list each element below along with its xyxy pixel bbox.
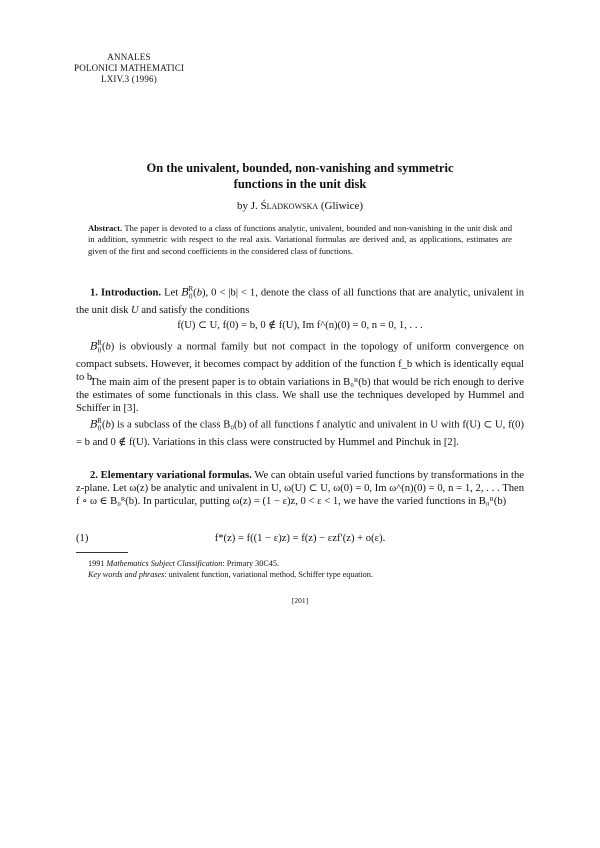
equation-1-formula: f*(z) = f((1 − ε)z) = f(z) − εzf′(z) + o(ε). <box>214 533 386 544</box>
class-symbol: B <box>90 340 98 353</box>
keywords-label: Key words and phrases <box>88 570 165 579</box>
section1-paragraph3: The main aim of the present paper is to obtain variations in B₀ᴿ(b) that would be rich enough to derive the estimates of some functionals in this class. We shall use the techniques developed by Hummel and Schiffer in [3]. <box>76 377 524 414</box>
section1-p2-text: is obviously a normal family but not compact in the topology of uniform convergence on compact subsets. However, it becomes compact by addition of the function f_b which is identically equal to b. <box>76 341 524 383</box>
section1-heading: 1. Introduction. <box>90 287 162 299</box>
section1-p1-a: Let <box>161 287 182 299</box>
journal-name-line2: POLONICI MATHEMATICI <box>74 63 185 73</box>
paper-title-line1: On the univalent, bounded, non-vanishing and symmetric <box>146 161 454 175</box>
journal-name-line1: ANNALES <box>107 52 151 62</box>
author-prefix: by J. <box>236 200 261 212</box>
section1-p1-c: and satisfy the conditions <box>138 304 250 316</box>
msc-label: Mathematics Subject Classification <box>106 559 223 568</box>
footnote-keywords <box>88 569 524 580</box>
paper-title-line2: functions in the unit disk <box>233 177 367 191</box>
section1-p1-b: , 0 < |b| < 1, denote the class of all functions that are analytic, univalent in the unit disk <box>76 287 524 316</box>
msc-value: : Primary 30C45. <box>222 559 280 568</box>
author-line <box>70 200 530 212</box>
equation-1 <box>76 533 524 544</box>
equation-number: (1) <box>76 533 89 544</box>
author-name: Śladkowska <box>260 200 319 212</box>
footnote-msc <box>88 558 524 569</box>
journal-header <box>74 52 184 85</box>
msc-year: 1991 <box>88 559 107 568</box>
footnote-rule <box>76 552 128 553</box>
class-symbol: B <box>90 418 98 431</box>
abstract-text: The paper is devoted to a class of functions analytic, univalent, bounded and non-vanishing in the unit disk and in addition, symmetric with respect to the real axis. Variational formulas are derived and, as applications, estimates are given of the first and second coefficients in the considered class of functions. <box>88 223 512 256</box>
keywords-value: : univalent function, variational method, Schiffer type equation. <box>164 570 373 579</box>
conditions-formula: f(U) ⊂ U, f(0) = b, 0 ∉ f(U), Im f^(n)(0) = 0, n = 0, 1, . . . <box>177 320 423 331</box>
section1-paragraph1: 1. Introduction. Let $B_0^R(b)$, 0 < |b| < 1, denote the class of all functions that are analytic, univalent in the unit disk U and satisfy the conditions <box>76 285 524 316</box>
class-symbol: B <box>181 286 189 299</box>
section2-heading: 2. Elementary variational formulas. <box>90 470 252 481</box>
page-number: [201] <box>291 596 309 605</box>
section1-paragraph4: $B_0^R(b)$ is a subclass of the class B₀(b) of all functions f analytic and univalent in U with f(U) ⊂ U, f(0) = b and 0 ∉ f(U). Variations in this class were constructed by Hummel and Pinchuk in [2]. <box>76 417 524 448</box>
abstract <box>88 223 512 257</box>
section1-p4-text: is a subclass of the class B₀(b) of all functions f analytic and univalent in U with f(U) ⊂ U, f(0) = b and 0 ∉ f(U). Variations in this class were constructed by Hummel and Pinchuk in [2]. <box>76 419 524 448</box>
section1-paragraph2: $B_0^R(b)$ is obviously a normal family but not compact in the topology of uniform convergence on compact subsets. However, it becomes compact by addition of the function f_b which is identically equal to b. <box>76 339 524 383</box>
paper-title <box>70 160 530 192</box>
section2-paragraph1 <box>76 469 524 508</box>
conditions-display <box>76 319 524 331</box>
abstract-label: Abstract. <box>88 223 123 233</box>
journal-volume: LXIV.3 (1996) <box>101 74 157 84</box>
author-affiliation: (Gliwice) <box>318 200 364 212</box>
section2-p1-text: We can obtain useful varied functions by transformations in the z-plane. Let ω(z) be analytic and univalent in U, ω(U) ⊂ U, ω(0) = 0, Im ω^(n)(0) = 0, n = 1, 2, . . . Then f ∘ ω ∈ B₀ᴿ(b). In particular, putting ω(z) = (1 − ε)z, 0 < ε < 1, we have the varied functions in B₀ᴿ(b) <box>76 470 524 507</box>
